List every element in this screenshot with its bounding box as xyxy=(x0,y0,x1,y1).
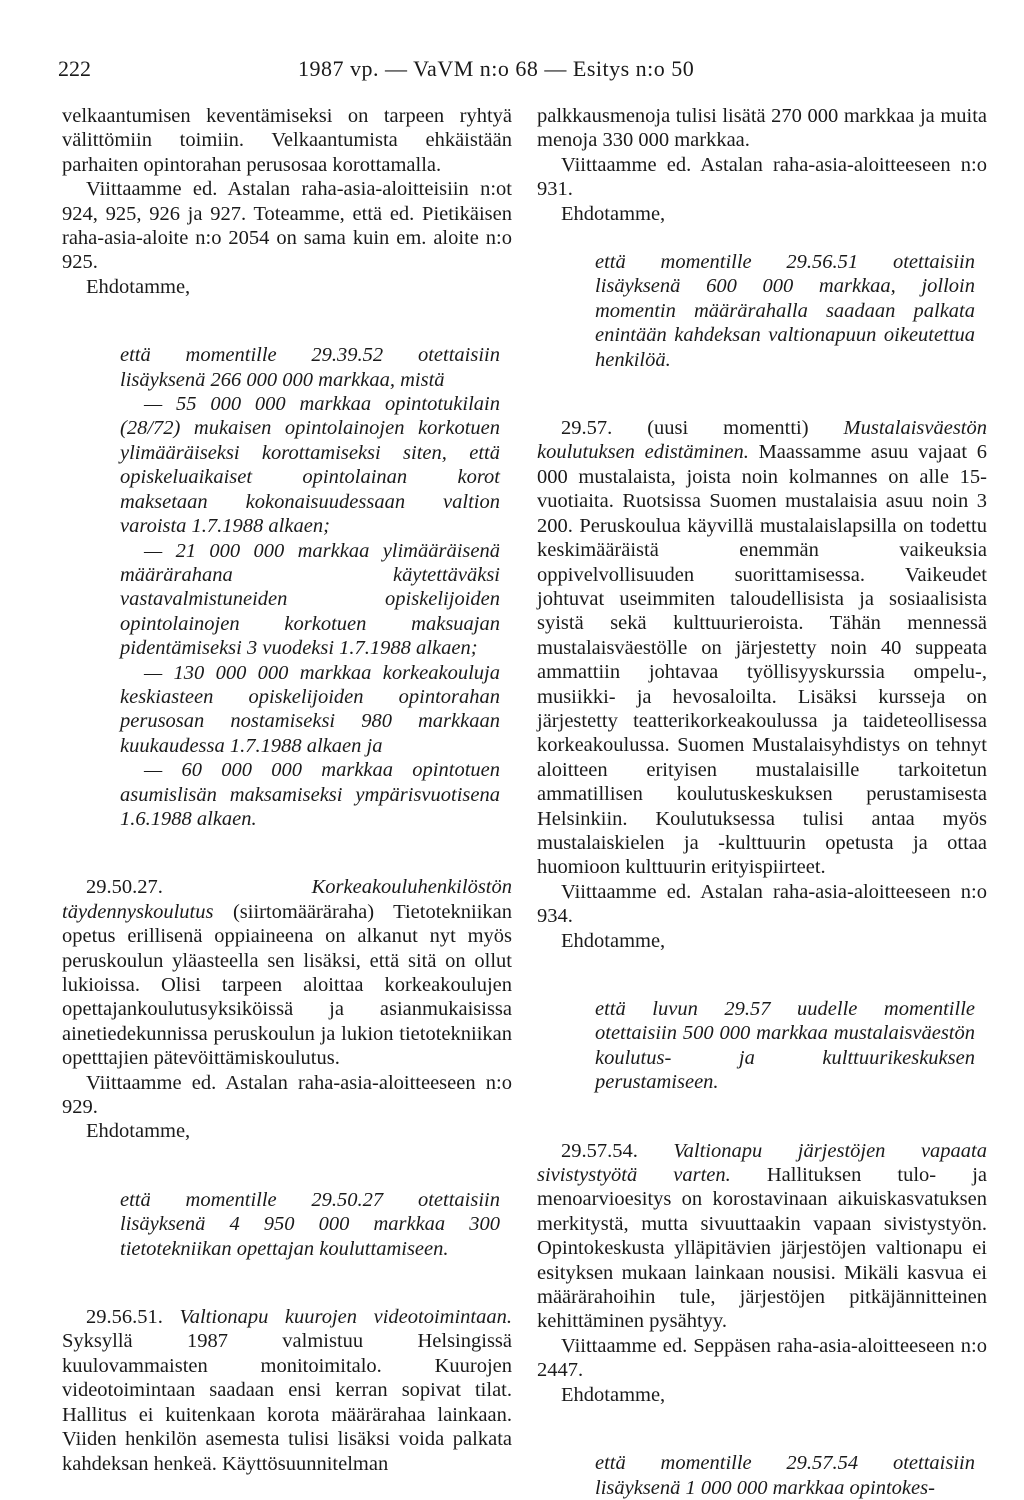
section-label: (uusi momentti) xyxy=(647,417,809,440)
proposal-text: että luvun 29.57 uudelle momentille otettaisiin 500 000 markkaa mustalaisväestön koulutus- ja kulttuurikeskuksen perustamiseen. xyxy=(595,998,975,1094)
proposal-intro: että momentille 29.39.52 otettaisiin lisäyksenä 266 000 000 markkaa, mistä xyxy=(120,344,500,391)
proposal-block xyxy=(595,250,975,372)
reference-paragraph: Viittaamme ed. Astalan raha-asia-aloitteisiin n:ot 924, 925, 926 ja 927. Toteamme, että ed. Pietikäisen raha-asia-aloite n:o 2054 on sama kuin em. aloite n:o 925. xyxy=(62,178,512,274)
section-body: Hallituksen tulo- ja menoarvioesitys on korostavinaan aikuiskasvatuksen merkitystä, mutta sivuuttaakin vapaan sivistystyön. Opintokeskusta ylläpitävien järjestöjen valtionapu ei esityksen mukaan lainkaan nousisi. Mikäli kasvua ei määrärahoihin tule, järjestöjen pitkäjännitteinen kehittäminen pysähtyy. xyxy=(537,1164,987,1333)
proposal-block xyxy=(120,1188,500,1261)
section-number: 29.56.51. xyxy=(86,1306,163,1329)
section-paragraph xyxy=(537,416,987,880)
section-paragraph xyxy=(62,875,512,1070)
section-body: Maassamme asuu vajaat 6 000 mustalaista, joista noin kolmannes on alle 15-vuotiaita. Ruotsissa Suomen mustalaisia asuu noin 3 200. Peruskoulua käyvillä mustalaislapsilla on todettu keskimääräistä enemmän vaikeuksia oppivelvollisuuden suorittamisessa. Vaikeudet johtuvat useimmiten taloudellisista ja sosiaalisista syistä sekä kulttuurieroista. Tähän mennessä mustalaisväestölle on järjestetty noin 40 suppeata ammattiin johtavaa työllisyyskurssia ompelu-, musiikki- ja hevosaloilta. Lisäksi kursseja on järjestetty teatterikorkeakoulussa ja taideteollisessa korkeakoulussa. Suomen Mustalaisyhdistys on tehnyt aloitteen erityisen mustalaisille tarkoitetun ammatillisen koulutuskeskuksen perustamisesta Helsinkiin. Koulutuksessa tulisi antaa myös mustalaiskielen ja -kulttuurin opetusta ja ottaa huomioon kulttuurin erityispiirteet. xyxy=(537,441,988,879)
continued-paragraph: palkkausmenoja tulisi lisätä 270 000 markkaa ja muita menoja 330 000 markkaa. xyxy=(537,105,987,152)
ehdotamme-label: Ehdotamme, xyxy=(561,1383,666,1406)
ehdotamme-label: Ehdotamme, xyxy=(561,202,666,225)
proposal-item: — 130 000 000 markkaa korkeakouluja keskiasteen opiskelijoiden opintorahan perusosan nostamiseksi 980 markkaan kuukaudessa 1.7.1988 alkaen ja xyxy=(120,661,500,757)
proposal-block xyxy=(595,997,975,1095)
section-title: Valtionapu järjestöjen vapaata sivistystyötä varten. xyxy=(537,1139,987,1187)
left-column xyxy=(62,104,512,1476)
section-body: (siirtomääräraha) Tietotekniikan opetus erillisenä oppiaineena on alkanut nyt myös peruskoulun yläasteella sen lisäksi, että sitä on ollut lukioissa. Olisi tarpeen aloittaa korkeakoulujen opettajankoulutusyksiköissä ja asianmukaisissa ainetiedekunnissa peruskoulun ja lukion tietotekniikan opetttajien pätevöittämiskoulutus. xyxy=(62,900,513,1070)
section-title: Mustalaisväestön koulutuksen edistäminen. xyxy=(537,417,988,464)
proposal-item: — 55 000 000 markkaa opintotukilain (28/72) mukaisen opintolainojen korkotuen ylimääräiseksi korottamiseksi siten, että opiskeluaikaiset opintolainan korot maksetaan kokonaisuudessaan valtion varoista 1.7.1988 alkaen; xyxy=(120,393,500,538)
right-column xyxy=(537,104,987,1500)
proposal-block xyxy=(595,1451,975,1500)
reference-paragraph: Viittaamme ed. Astalan raha-asia-aloitteeseen n:o 934. xyxy=(537,880,987,928)
section-title: Korkeakouluhenkilöstön täydennyskoulutus xyxy=(62,876,512,923)
proposal-item: — 21 000 000 markkaa ylimääräisenä määrärahana käytettäväksi vastavalmistuneiden opiskelijoiden opintolainojen korkotuen maksuajan pidentämiseksi 3 vuodeksi 1.7.1988 alkaen; xyxy=(120,539,500,660)
proposal-text: että momentille 29.50.27 otettaisiin lisäyksenä 4 950 000 markkaa 300 tietotekniikan opettajan kouluttamiseen. xyxy=(120,1188,500,1260)
section-body: Syksyllä 1987 valmistuu Helsingissä kuulovammaisten monitoimitalo. Kuurojen videotoimintaan saadaan ensi kerran sopivat tilat. Hallitus ei kuitenkaan korota määrärahaa lainkaan. Viiden henkilön asemesta tulisi lisäksi voida palkata kahdeksan henkeä. Käyttösuunnitelman xyxy=(62,1330,512,1475)
proposal-item: — 60 000 000 markkaa opintotuen asumislisän maksamiseksi ympärisvuotisena 1.6.1988 alkaen. xyxy=(120,759,500,830)
paragraph-intro: velkaantumisen keventämiseksi on tarpeen ryhtyä välittömiin toimiin. Velkaantumista ehkäistään parhaiten opintorahan perusosaa korottamalla. xyxy=(62,105,512,176)
running-head: 1987 vp. — VaVM n:o 68 — Esitys n:o 50 xyxy=(298,56,695,81)
ehdotamme-label: Ehdotamme, xyxy=(561,929,666,952)
proposal-text: että momentille 29.57.54 otettaisiin lisäyksenä 1 000 000 markkaa opintokes- xyxy=(595,1452,975,1499)
page-number: 222 xyxy=(58,56,91,81)
section-number: 29.50.27. xyxy=(86,876,163,899)
proposal-block xyxy=(120,343,500,831)
ehdotamme-label: Ehdotamme, xyxy=(86,275,191,298)
section-title: Valtionapu kuurojen videotoimintaan. xyxy=(179,1306,512,1329)
reference-paragraph: Viittaamme ed. Astalan raha-asia-aloitteeseen n:o 929. xyxy=(62,1071,512,1119)
page-header xyxy=(58,44,958,84)
ehdotamme-label: Ehdotamme, xyxy=(86,1120,191,1143)
section-number: 29.57. xyxy=(561,417,613,440)
reference-paragraph: Viittaamme ed. Astalan raha-asia-aloitteeseen n:o 931. xyxy=(537,153,987,201)
section-paragraph xyxy=(62,1305,512,1476)
section-paragraph xyxy=(537,1139,987,1334)
proposal-text: että momentille 29.56.51 otettaisiin lisäyksenä 600 000 markkaa, jolloin momentin määrärahalla saadaan palkata enintään kahdeksan valtionapuun oikeutettua henkilöä. xyxy=(595,251,975,371)
section-number: 29.57.54. xyxy=(561,1139,638,1162)
reference-paragraph: Viittaamme ed. Seppäsen raha-asia-aloitteeseen n:o 2447. xyxy=(537,1334,987,1382)
